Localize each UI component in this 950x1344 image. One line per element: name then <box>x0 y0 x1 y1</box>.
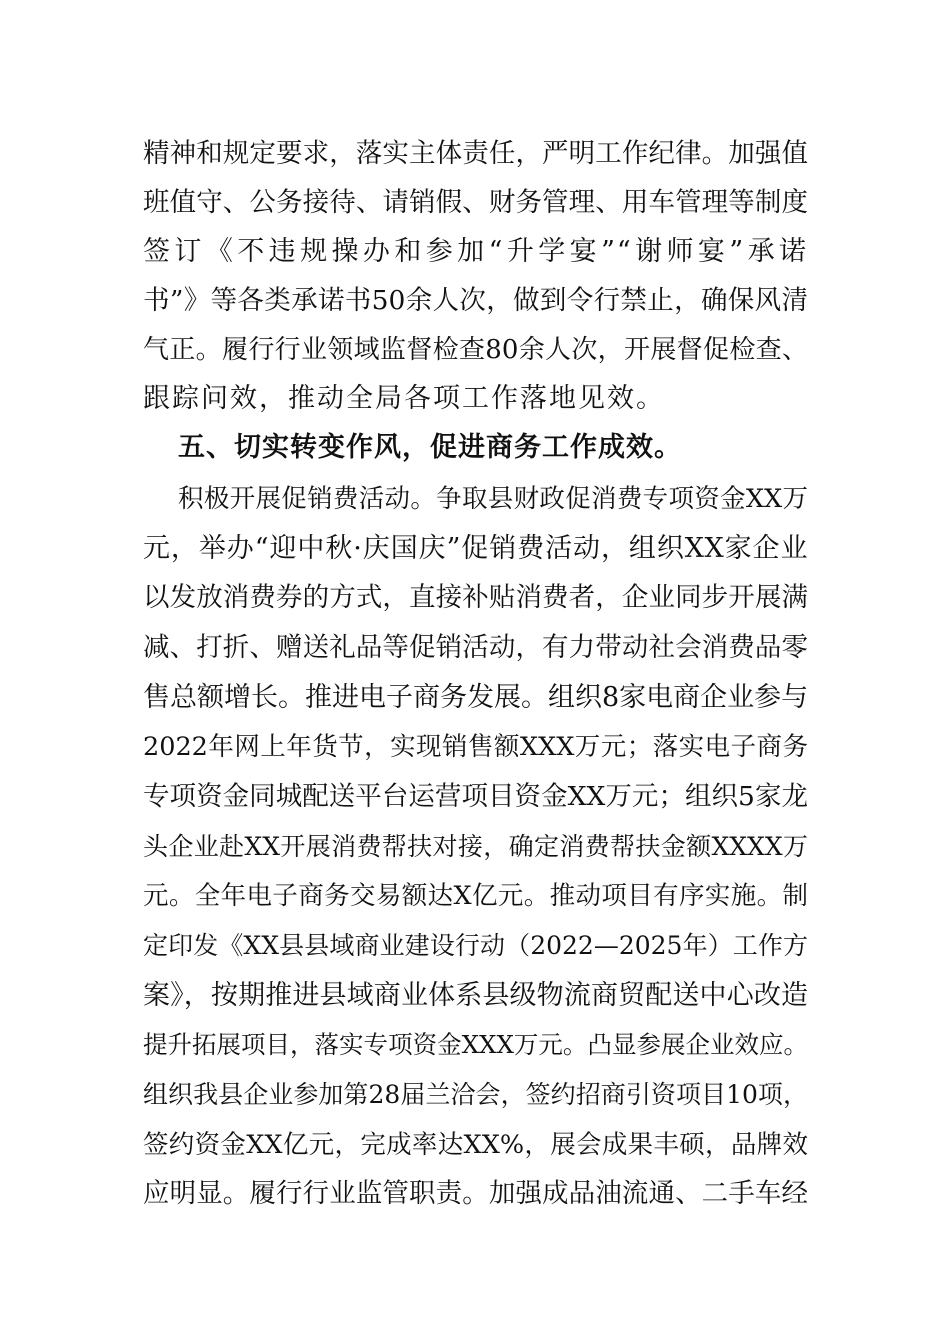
paragraph-line: 提升拓展项目，落实专项资金XXX万元。凸显参展企业效应。 <box>143 1030 808 1059</box>
paragraph-line: 以发放消费券的方式，直接补贴消费者，企业同步开展满 <box>143 582 808 613</box>
section-heading: 五、切实转变作风，促进商务工作成效。 <box>178 432 682 463</box>
paragraph-line: 应明显。履行行业监管职责。加强成品油流通、二手车经 <box>143 1178 808 1209</box>
paragraph-line: 减、打折、赠送礼品等促销活动，有力带动社会消费品零 <box>143 632 808 663</box>
paragraph-line: 积极开展促销费活动。争取县财政促消费专项资金XX万 <box>178 484 808 514</box>
paragraph-line: 跟踪问效，推动全局各项工作落地见效。 <box>143 383 665 414</box>
paragraph-line: 售总额增长。推进电子商务发展。组织8家电商企业参与 <box>143 682 809 713</box>
paragraph-line: 元。全年电子商务交易额达X亿元。推动项目有序实施。制 <box>143 881 808 911</box>
paragraph-line: 精神和规定要求，落实主体责任，严明工作纪律。加强值 <box>143 138 808 169</box>
paragraph-line: 头企业赴XX开展消费帮扶对接，确定消费帮扶金额XXXX万 <box>143 832 808 861</box>
paragraph-line: 案》，按期推进县域商业体系县级物流商贸配送中心改造 <box>143 980 808 1011</box>
paragraph-line: 班值守、公务接待、请销假、财务管理、用车管理等制度 <box>143 187 808 218</box>
paragraph-line: 签约资金XX亿元，完成率达XX%，展会成果丰硕，品牌效 <box>143 1130 808 1160</box>
paragraph-line: 元，举办“迎中秋·庆国庆”促销费活动，组织XX家企业 <box>143 533 808 564</box>
paragraph-line: 组织我县企业参加第28届兰洽会，签约招商引资项目10项， <box>143 1080 808 1109</box>
paragraph-line: 定印发《XX县县域商业建设行动（2022—2025年）工作方 <box>143 931 808 960</box>
paragraph-line: 书”》等各类承诺书50余人次，做到令行禁止，确保风清 <box>143 285 808 316</box>
paragraph-line: 专项资金同城配送平台运营项目资金XX万元；组织5家龙 <box>143 781 808 812</box>
paragraph-line: 2022年网上年货节，实现销售额XXX万元；落实电子商务 <box>143 732 808 762</box>
paragraph-line: 签订《不违规操办和参加“升学宴”“谢师宴”承诺 <box>143 236 808 267</box>
paragraph-line: 气正。履行行业领域监督检查80余人次，开展督促检查、 <box>143 335 808 365</box>
